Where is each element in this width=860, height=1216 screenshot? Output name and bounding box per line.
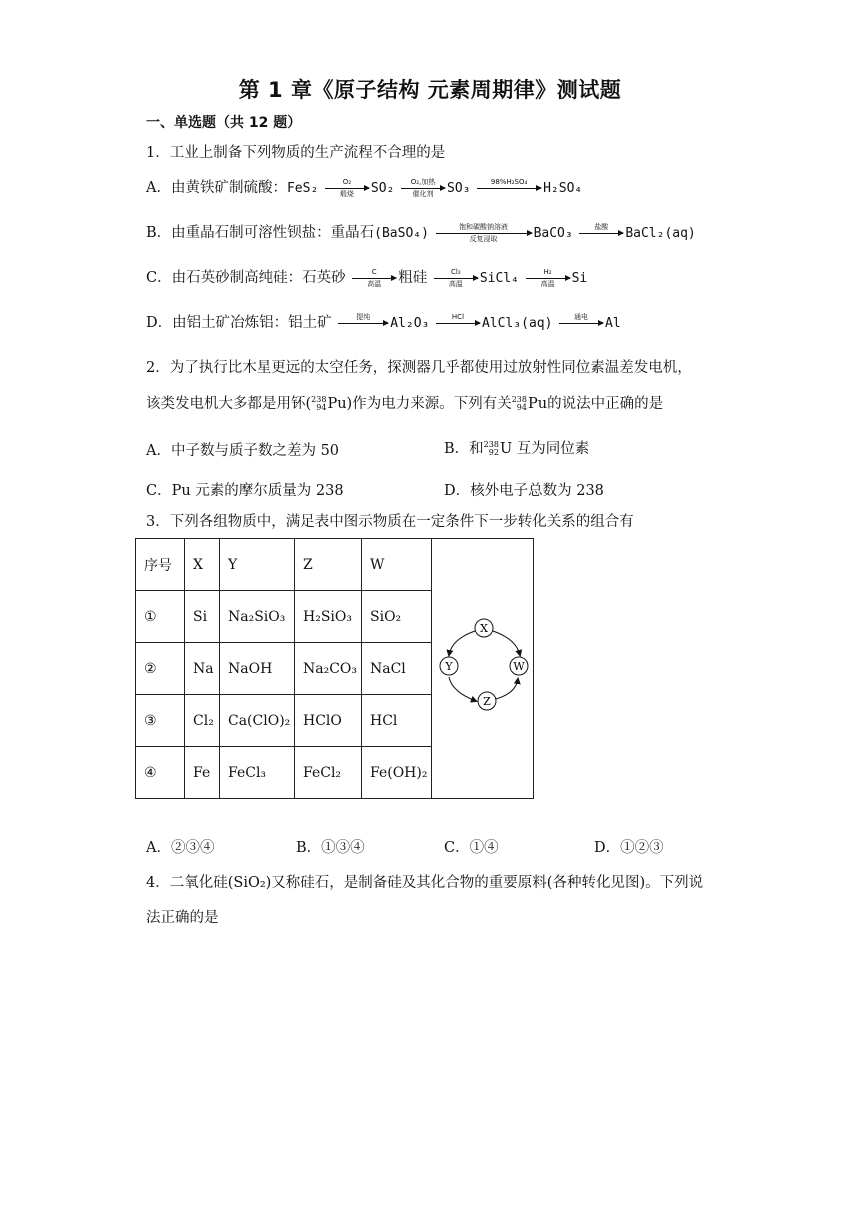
- q4-line2: 法正确的是: [146, 910, 219, 926]
- table-header-cell: Y: [220, 539, 295, 591]
- q2-option-b: B．和238 92U 互为同位素: [444, 440, 590, 457]
- q1-stem: 1．工业上制备下列物质的生产流程不合理的是: [146, 145, 446, 161]
- table-cell: ②: [136, 643, 185, 695]
- table-header-cell: 序号: [136, 539, 185, 591]
- table-cell: Ca(ClO)₂: [220, 695, 295, 747]
- table-cell: Cl₂: [185, 695, 220, 747]
- q4-line1: 4．二氧化硅(SiO₂)又称硅石，是制备硅及其化合物的重要原料(各种转化见图)。下列说: [146, 875, 704, 891]
- table-header-cell: X: [185, 539, 220, 591]
- table-cell: Fe(OH)₂: [362, 747, 432, 799]
- table-cell: FeCl₃: [220, 747, 295, 799]
- table-cell: ③: [136, 695, 185, 747]
- table-cell: SiO₂: [362, 591, 432, 643]
- table-cell: HClO: [295, 695, 362, 747]
- cycle-diagram: [430, 539, 538, 793]
- node-z: [478, 692, 496, 710]
- table-cell: Na₂SiO₃: [220, 591, 295, 643]
- q1-option-d: D．由铝土矿冶炼铝：铝土矿 提纯 Al₂O₃ HCl AlCl₃(aq) 通电 Al: [146, 312, 621, 331]
- arrow-y-to-z: [449, 677, 476, 701]
- svg-text:X: X: [480, 622, 488, 635]
- q2-option-d: D．核外电子总数为 238: [444, 483, 604, 499]
- q3-option-a: A．②③④: [146, 840, 215, 856]
- q2-option-c: C．Pu 元素的摩尔质量为 238: [146, 483, 344, 499]
- table-cell: ④: [136, 747, 185, 799]
- table-cell: Fe: [185, 747, 220, 799]
- svg-text:Y: Y: [445, 660, 453, 673]
- node-w: [510, 657, 528, 675]
- table-cell: H₂SiO₃: [295, 591, 362, 643]
- table-cell: ①: [136, 591, 185, 643]
- table-cell: HCl: [362, 695, 432, 747]
- table-cell: NaOH: [220, 643, 295, 695]
- arrow-x-to-w: [493, 631, 520, 655]
- q1-option-c: C．由石英砂制高纯硅：石英砂 C 高温 粗硅 Cl₂ 高温 SiCl₄ H₂ 高温 Si: [146, 267, 588, 288]
- table-cell: Si: [185, 591, 220, 643]
- table-cell: FeCl₂: [295, 747, 362, 799]
- q3-stem: 3．下列各组物质中，满足表中图示物质在一定条件下一步转化关系的组合有: [146, 514, 634, 530]
- q2-line2: 该类发电机大多都是用钚(238 94Pu)作为电力来源。下列有关238 94Pu的说法中正确的是: [146, 395, 664, 412]
- table-cell: Na: [185, 643, 220, 695]
- svg-text:Z: Z: [483, 695, 491, 708]
- arrow-z-to-w: [496, 679, 518, 699]
- q2-line1: 2．为了执行比木星更远的太空任务，探测器几乎都使用过放射性同位素温差发电机，: [146, 360, 692, 376]
- arrow-x-to-y: [449, 631, 475, 655]
- section-heading: 一、单选题（共 12 题）: [146, 115, 302, 131]
- q3-option-b: B．①③④: [296, 840, 365, 856]
- table-header-cell: W: [362, 539, 432, 591]
- table-cell: Na₂CO₃: [295, 643, 362, 695]
- node-y: [440, 657, 458, 675]
- q1-option-b: B．由重晶石制可溶性钡盐：重晶石(BaSO₄) 饱和碳酸钠溶液 反复浸取 BaCO₃ 盐酸 BaCl₂(aq): [146, 222, 696, 243]
- q3-option-d: D．①②③: [594, 840, 664, 856]
- table-header-cell: Z: [295, 539, 362, 591]
- table-cell: NaCl: [362, 643, 432, 695]
- node-x: [475, 619, 493, 637]
- q3-option-c: C．①④: [444, 840, 499, 856]
- q2-option-a: A．中子数与质子数之差为 50: [146, 443, 340, 459]
- q1-option-a: A．由黄铁矿制硫酸：FeS₂ O₂ 煅烧 SO₂ O₂,加热 催化剂 SO₃ 98%H₂SO₄ H₂SO₄: [146, 177, 583, 198]
- page-title: 第 1 章《原子结构 元素周期律》测试题: [238, 78, 622, 102]
- svg-text:W: W: [513, 660, 525, 673]
